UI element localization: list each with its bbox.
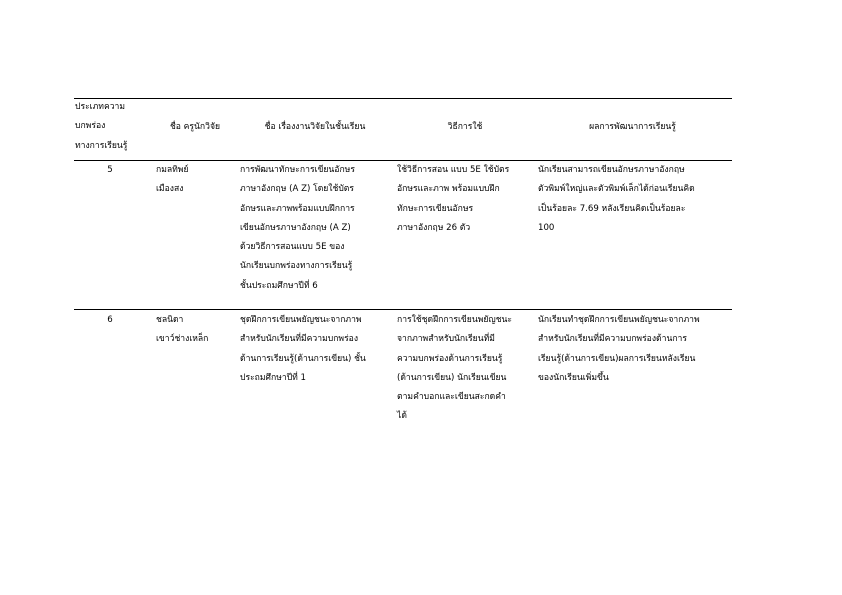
cell-researcher [156, 311, 208, 350]
cell-learning-result [538, 161, 695, 238]
cell-line: ของนักเรียนเพิ่มขึ้น [538, 372, 609, 383]
cell-line: ความบกพร่องด้านการเรียนรู้ [397, 353, 503, 364]
cell-learning-result [538, 311, 700, 388]
cell-line: อักษรและภาพ พร้อมแบบฝึก [397, 184, 500, 195]
cell-line: สำหรับนักเรียนที่มีความบกพร่องด้านการ [538, 334, 687, 345]
cell-line: 100 [538, 222, 555, 233]
cell-line: การใช้ชุดฝึกการเขียนพยัญชนะ [397, 315, 513, 325]
header-method: วิธีการใช้ [447, 122, 483, 132]
cell-line: ด้วยวิธีการสอนแบบ 5E ของ [240, 242, 345, 253]
cell-research-title [240, 311, 366, 388]
cell-researcher [156, 161, 189, 200]
cell-line: นักเรียนทำชุดฝึกการเขียนพยัญชนะจากภาพ [538, 315, 700, 325]
header-learning-result: ผลการพัฒนาการเรียนรู้ [589, 122, 676, 132]
cell-line: นักเรียนสามารถเขียนอักษรภาษาอังกฤษ [538, 165, 685, 175]
cell-type: 5 [107, 165, 113, 175]
cell-type: 6 [107, 315, 113, 325]
cell-line: เรียนรู้(ด้านการเขียน)ผลการเรียนหลังเรียน [538, 353, 696, 364]
table-top-rule [74, 98, 732, 99]
cell-line: ตามคำบอกและเขียนสะกดคำ [397, 392, 506, 403]
header-type-line: ประเภทความ [75, 102, 126, 112]
cell-research-title [240, 161, 355, 296]
cell-line: อักษรและภาพพร้อมแบบฝึกการ [240, 203, 355, 214]
cell-method [397, 311, 512, 427]
cell-line: กมลทิพย์ [156, 165, 189, 175]
cell-line: ใช้วิธีการสอน แบบ 5E ใช้บัตร [397, 165, 510, 175]
header-research-title: ชื่อ เรื่องงานวิจัยในชั้นเรียน [264, 122, 366, 132]
header-researcher: ชื่อ ครูนักวิจัย [169, 122, 221, 132]
cell-line: ชุดฝึกการเขียนพยัญชนะจากภาพ [240, 315, 362, 325]
cell-method [397, 161, 509, 238]
cell-line: เขียนอักษรภาษาอังกฤษ (A Z) [240, 222, 351, 233]
cell-line: นักเรียนบกพร่องทางการเรียนรู้ [240, 261, 353, 272]
cell-line: เมืองสง [156, 184, 184, 195]
cell-line: ภาษาอังกฤษ 26 ตัว [397, 222, 471, 233]
cell-line: ทักษะการเขียนอักษร [397, 203, 474, 214]
cell-line: (ด้านการเขียน) นักเรียนเขียน [397, 372, 507, 383]
cell-line: ตัวพิมพ์ใหญ่และตัวพิมพ์เล็กได้ก่อนเรียนคิด [538, 184, 695, 195]
cell-line: เป็นร้อยละ 7.69 หลังเรียนคิดเป็นร้อยละ [538, 203, 686, 214]
cell-line: ภาษาอังกฤษ (A Z) โดยใช้บัตร [240, 184, 354, 195]
header-type-line: ทางการเรียนรู้ [75, 140, 128, 151]
header-learning-disability-type [75, 98, 127, 156]
cell-line: ได้ [397, 411, 407, 422]
cell-line: ประถมศึกษาปีที่ 1 [240, 372, 307, 383]
cell-line: สำหรับนักเรียนที่มีความบกพร่อง [240, 334, 359, 345]
table-row-divider [74, 309, 732, 310]
cell-line: เขาว์ช่างเหล็ก [156, 334, 209, 345]
header-type-line: บกพร่อง [75, 121, 106, 132]
cell-line: ชั้นประถมศึกษาปีที่ 6 [240, 280, 318, 291]
cell-line: จากภาพสำหรับนักเรียนที่มี [397, 334, 495, 345]
cell-line: ด้านการเรียนรู้(ด้านการเขียน) ชั้น [240, 353, 366, 364]
cell-line: ชลนิดา [156, 315, 184, 325]
cell-line: การพัฒนาทักษะการเขียนอักษร [240, 165, 355, 175]
